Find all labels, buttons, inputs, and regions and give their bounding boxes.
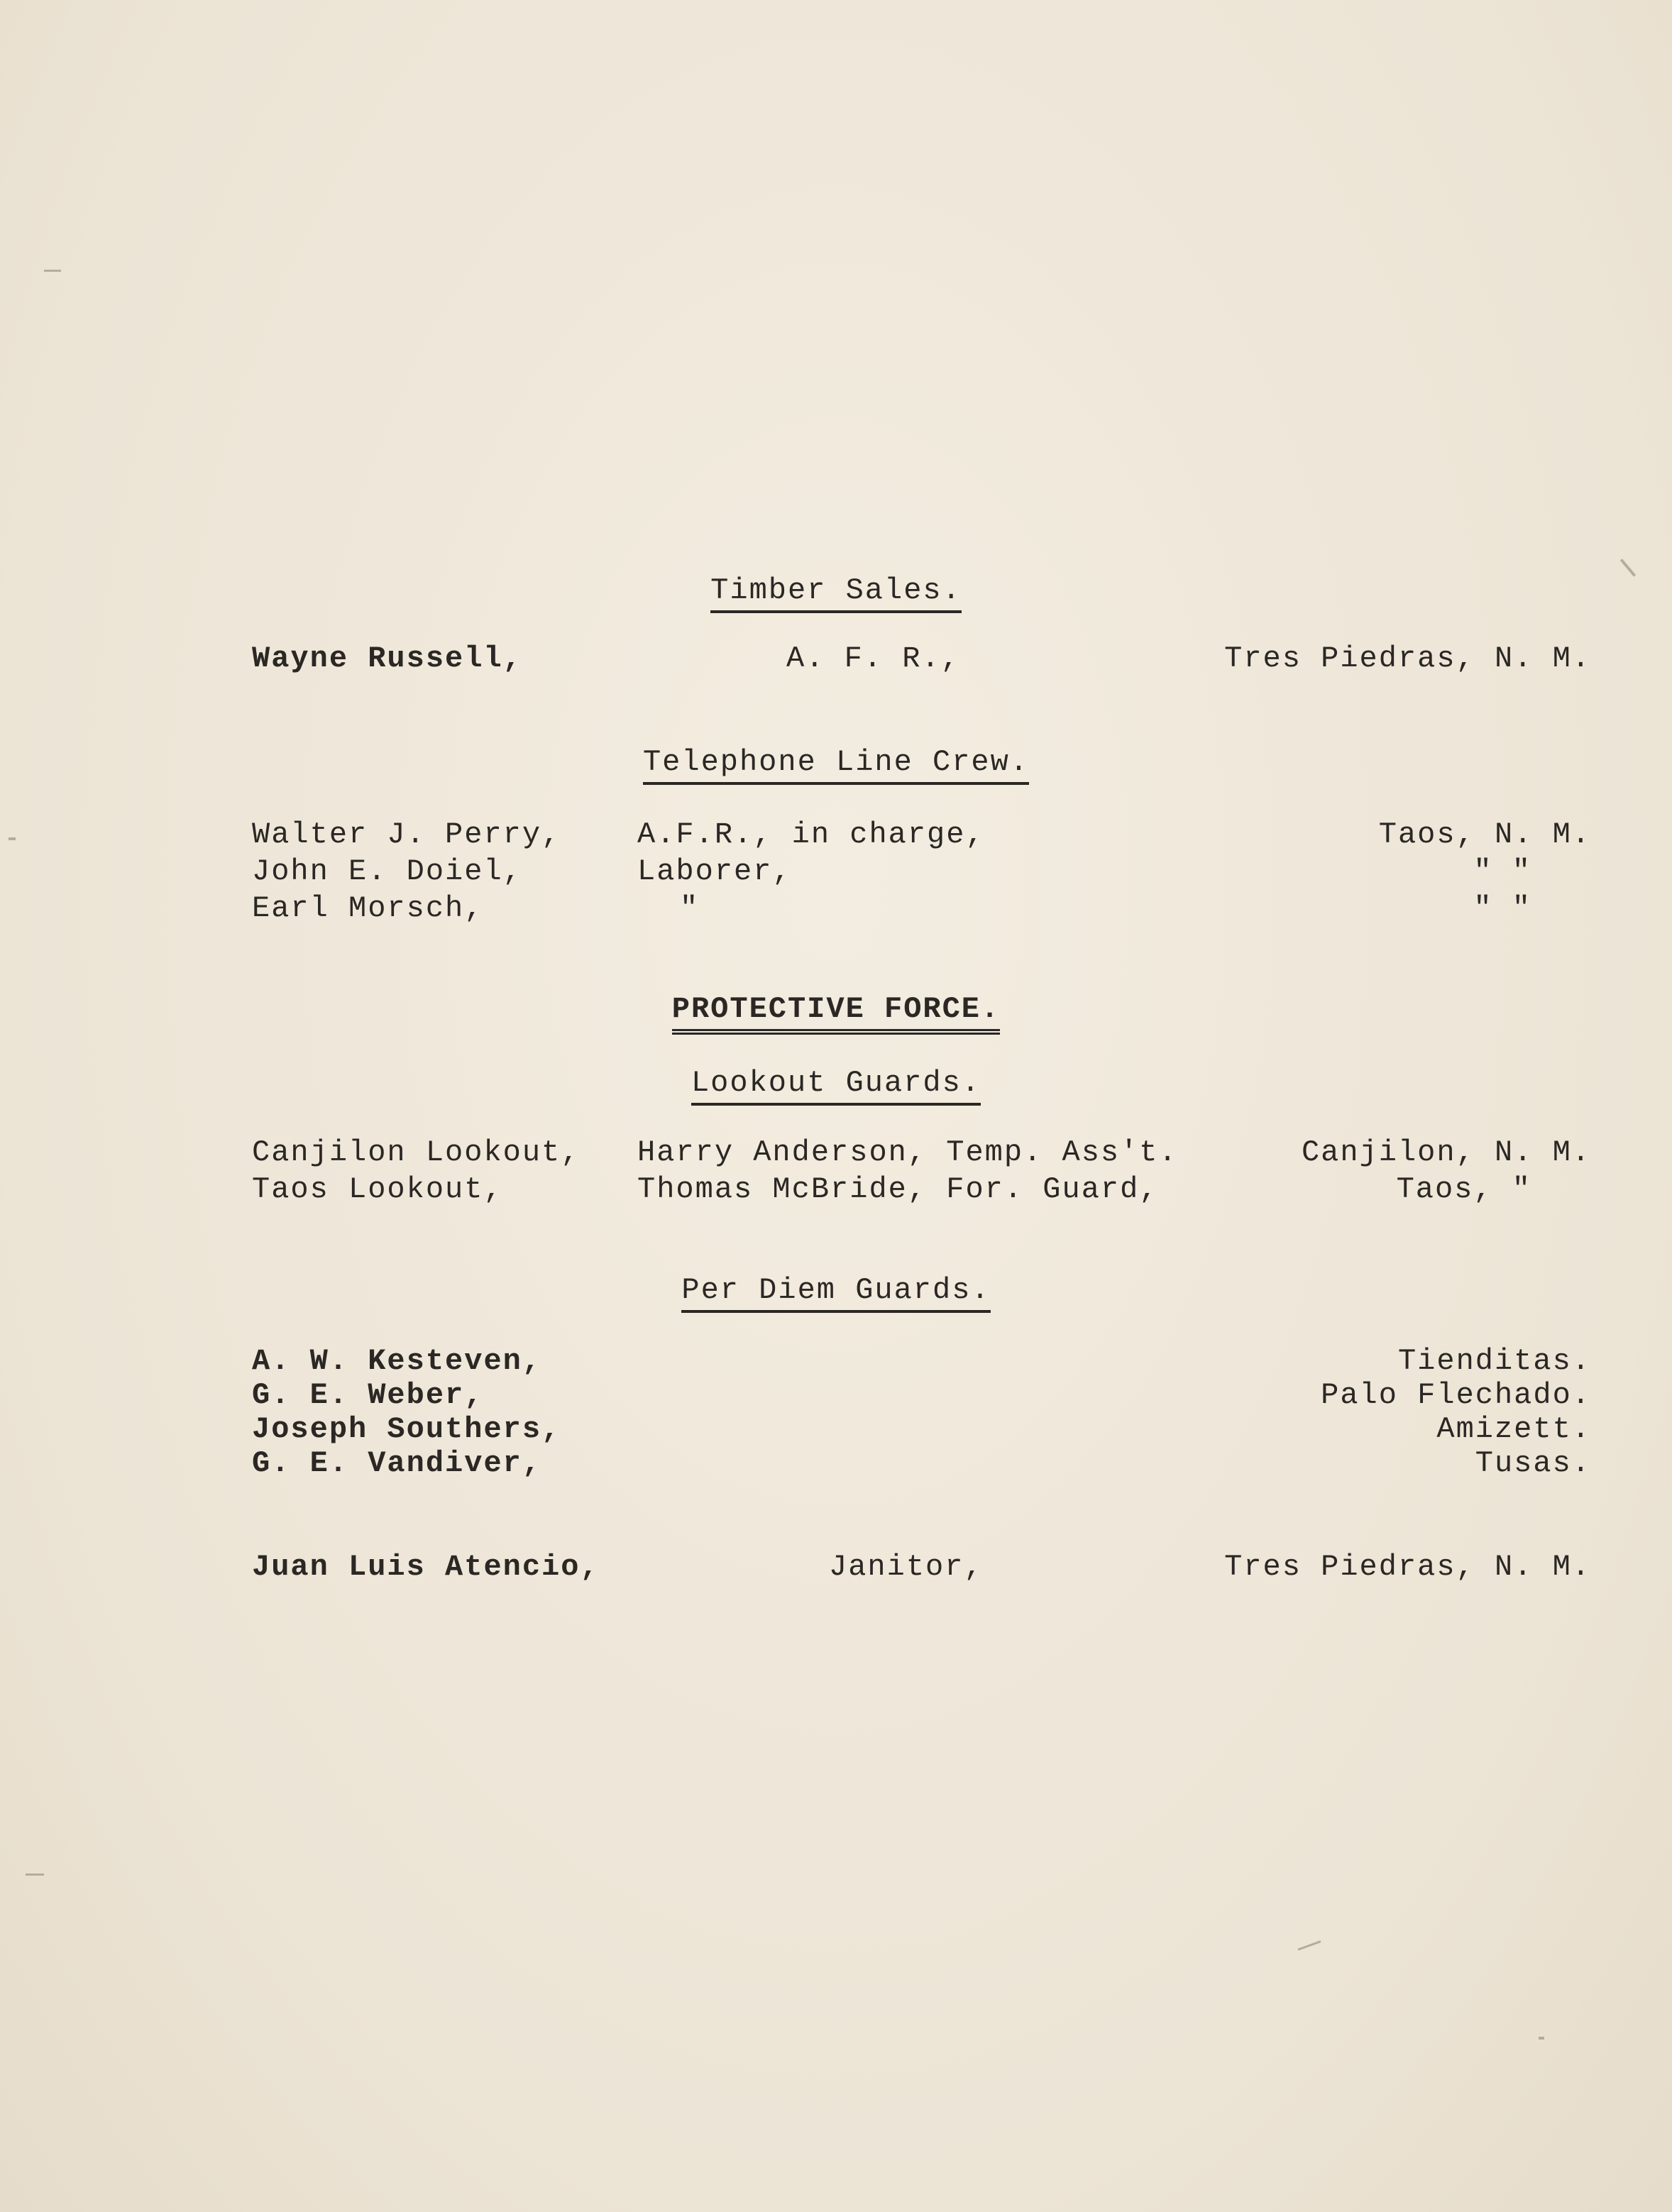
section-heading-timber-sales: Timber Sales. xyxy=(0,573,1672,613)
table-row xyxy=(0,1446,1672,1482)
paper-speck xyxy=(1539,2037,1544,2040)
person-name: A. W. Kesteven, xyxy=(252,1344,542,1378)
section-heading-lookout-guards: Lookout Guards. xyxy=(0,1066,1672,1106)
person-role: Thomas McBride, For. Guard, xyxy=(637,1172,1159,1206)
table-row xyxy=(0,1344,1672,1380)
person-location: " " xyxy=(1473,854,1531,888)
person-name: Taos Lookout, xyxy=(252,1172,503,1206)
paper-speck xyxy=(1298,1940,1321,1950)
person-role: Harry Anderson, Temp. Ass't. xyxy=(637,1135,1178,1170)
table-row xyxy=(0,1378,1672,1414)
person-location: Tres Piedras, N. M. xyxy=(1224,1550,1591,1584)
person-role: A. F. R., xyxy=(786,642,960,676)
person-name: John E. Doiel, xyxy=(252,854,522,888)
paper-speck xyxy=(9,837,16,840)
person-location: Palo Flechado. xyxy=(1321,1378,1591,1412)
table-row xyxy=(0,1172,1672,1208)
person-location: Tienditas. xyxy=(1397,1344,1591,1378)
person-name: G. E. Weber, xyxy=(252,1378,484,1412)
person-name: G. E. Vandiver, xyxy=(252,1446,542,1480)
person-location: " " xyxy=(1473,891,1531,925)
table-row xyxy=(0,818,1672,853)
table-row xyxy=(0,1550,1672,1585)
person-name: Joseph Southers, xyxy=(252,1412,561,1446)
person-name: Walter J. Perry, xyxy=(252,818,561,852)
person-name: Canjilon Lookout, xyxy=(252,1135,581,1170)
person-location: Taos, " xyxy=(1396,1172,1531,1206)
person-location: Tusas. xyxy=(1475,1446,1591,1480)
table-row xyxy=(0,642,1672,677)
person-location: Amizett. xyxy=(1436,1412,1591,1446)
paper-speck xyxy=(26,1873,44,1876)
section-heading-protective-force: PROTECTIVE FORCE. xyxy=(0,992,1672,1035)
person-name: Juan Luis Atencio, xyxy=(252,1550,600,1584)
section-heading-per-diem-guards: Per Diem Guards. xyxy=(0,1273,1672,1313)
section-heading-telephone-line-crew: Telephone Line Crew. xyxy=(0,745,1672,785)
person-name: Earl Morsch, xyxy=(252,891,484,925)
person-role: A.F.R., in charge, xyxy=(637,818,985,852)
person-name: Wayne Russell, xyxy=(252,642,522,676)
person-role: Laborer, xyxy=(637,854,792,888)
table-row xyxy=(0,854,1672,890)
paper-speck xyxy=(44,270,61,272)
table-row xyxy=(0,1412,1672,1448)
person-location: Taos, N. M. xyxy=(1378,818,1591,852)
person-role: " xyxy=(680,891,700,925)
table-row xyxy=(0,891,1672,927)
table-row xyxy=(0,1135,1672,1171)
person-role: Janitor, xyxy=(829,1550,984,1584)
person-location: Canjilon, N. M. xyxy=(1301,1135,1591,1170)
person-location: Tres Piedras, N. M. xyxy=(1224,642,1591,676)
